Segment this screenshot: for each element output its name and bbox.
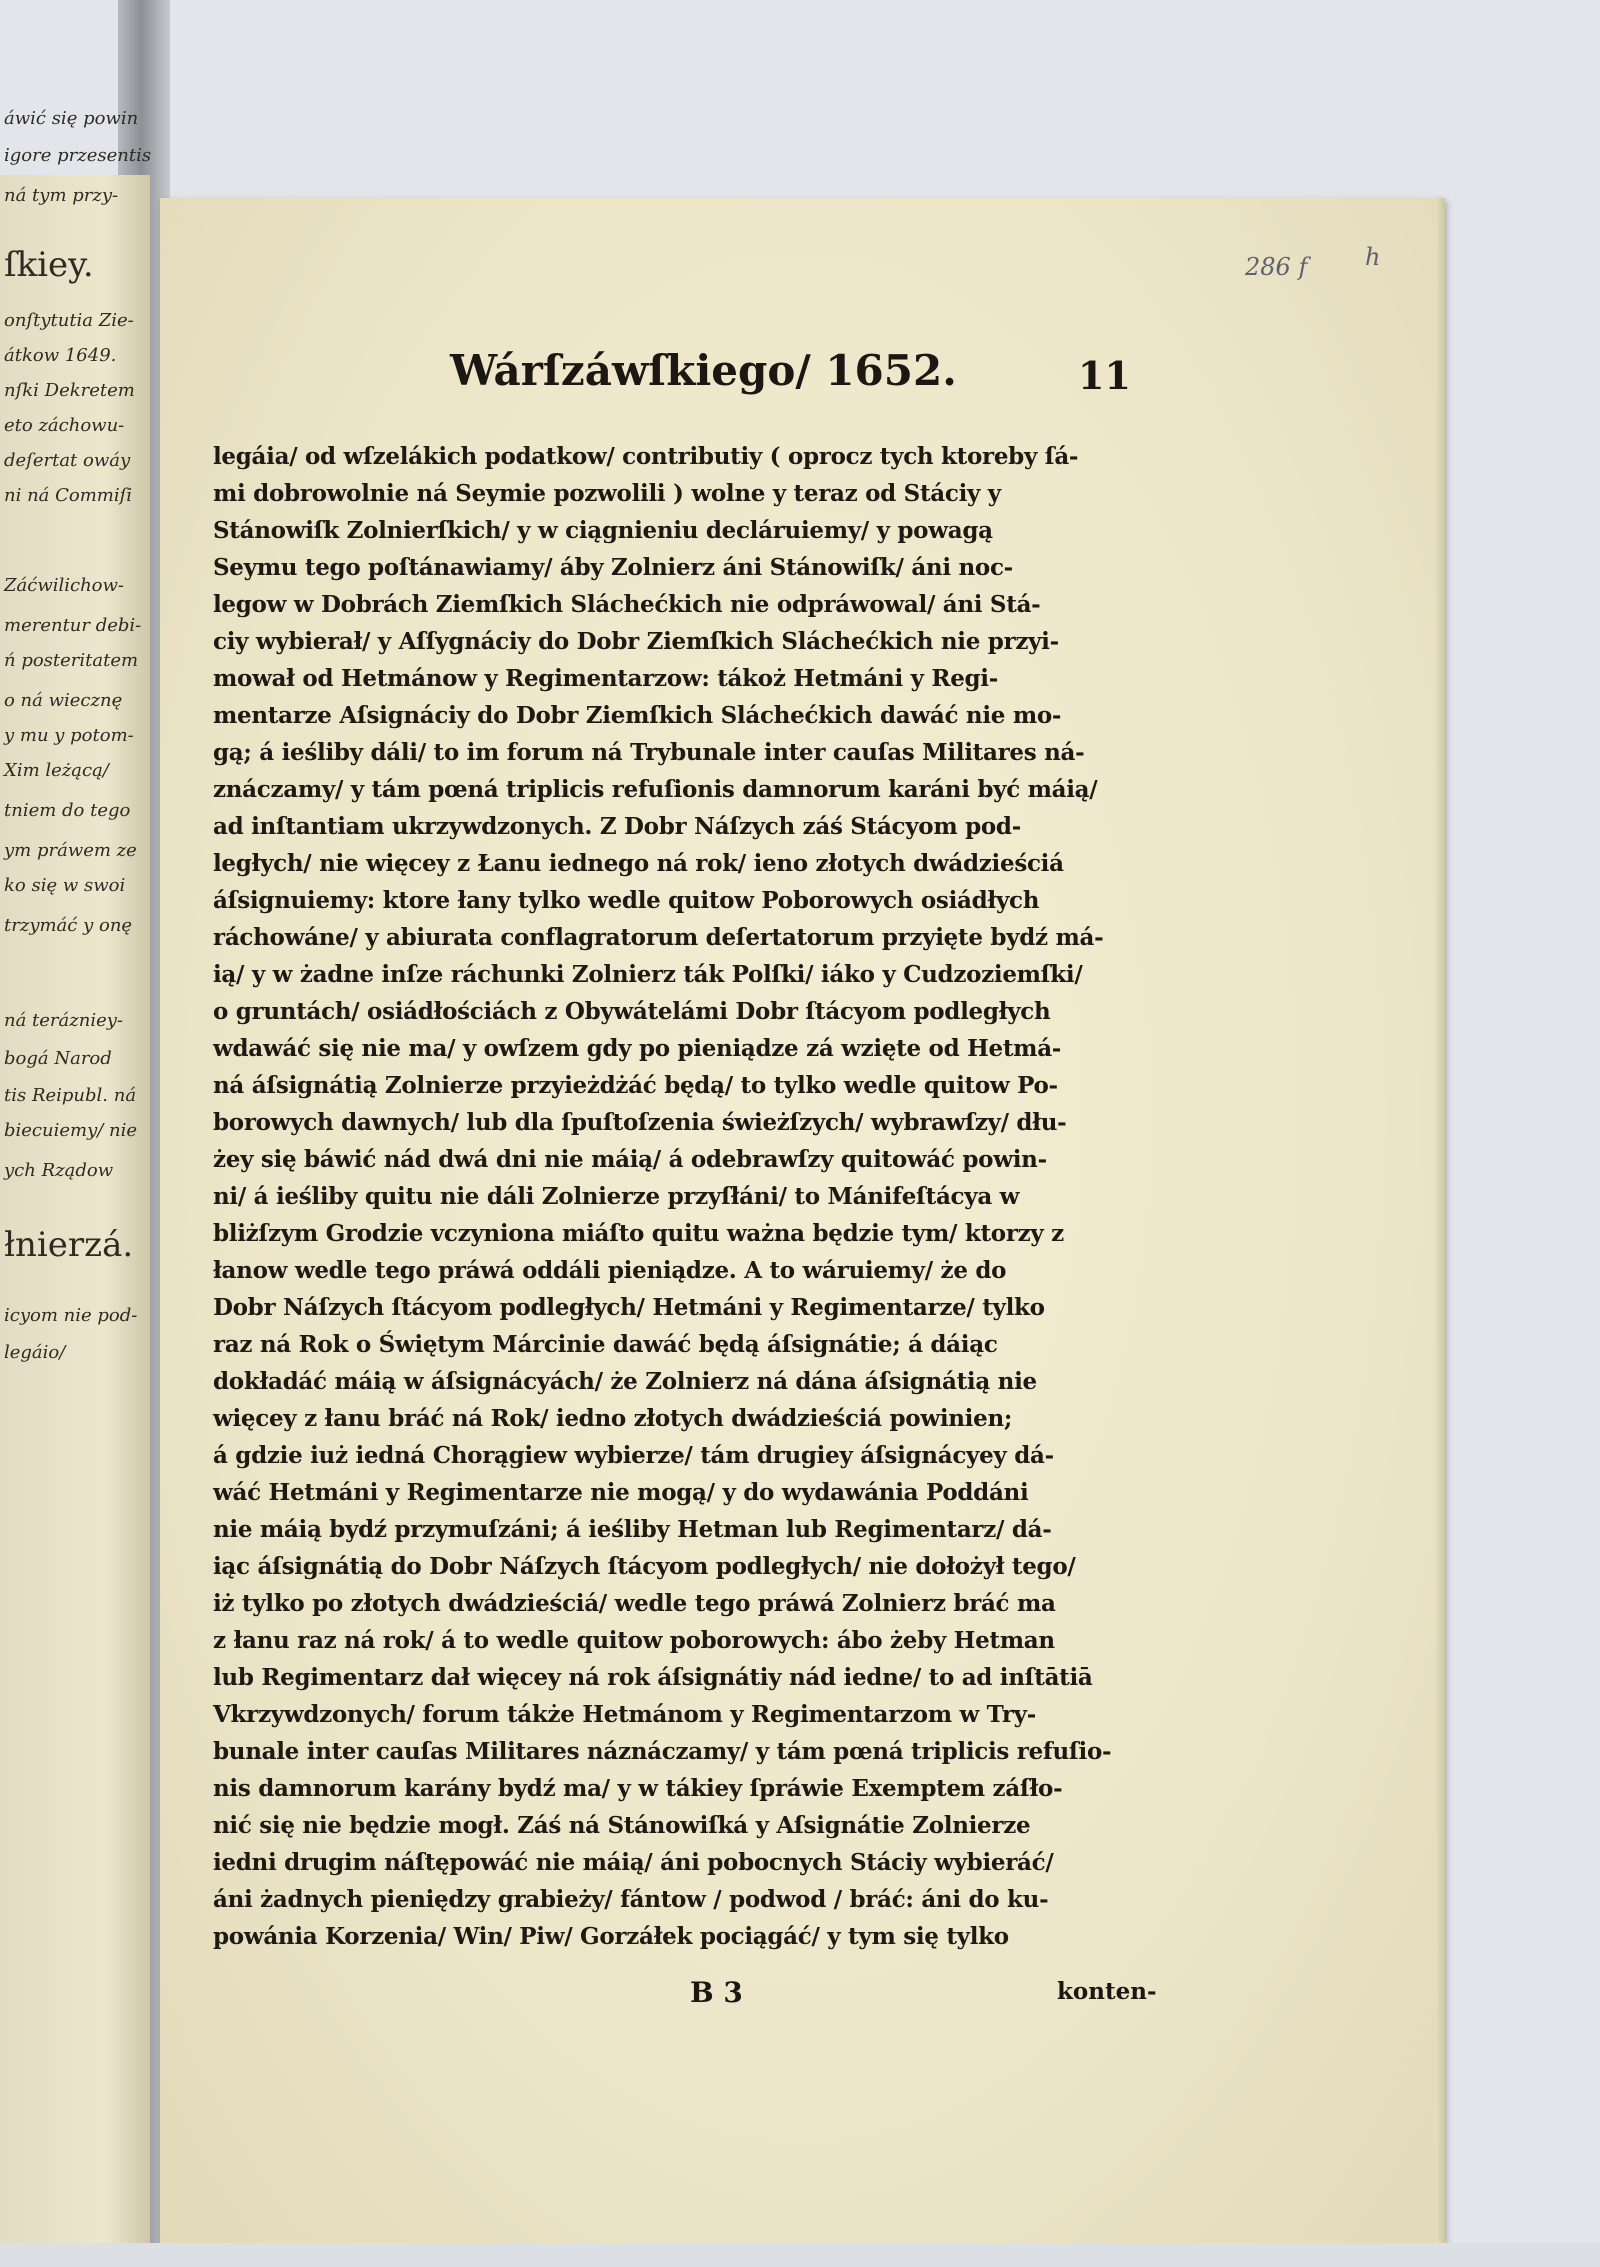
text-line: dokładáć máią w áſsignácyách/ że Zolnierz ná dána áſsignátią nie <box>213 1368 1037 1395</box>
left-page-line: biecuiemy/ nie <box>4 1120 138 1141</box>
left-page-line: Záćwilichow- <box>4 575 124 596</box>
text-line: iedni drugim náſtępowáć nie máią/ áni pobocnych Stáciy wybieráć/ <box>213 1849 1054 1876</box>
text-line: ciy wybierał/ y Aſſygnáciy do Dobr Ziemſkich Sláchećkich nie przyi- <box>213 628 1059 655</box>
text-line: Seymu tego poſtánawiamy/ áby Zolnierz áni Stánowiſk/ áni noc- <box>213 554 1013 581</box>
text-line: Dobr Náſzych ſtácyom podległych/ Hetmáni y Regimentarze/ tylko <box>213 1294 1045 1321</box>
folio-number: 11 <box>1078 353 1131 398</box>
left-page-line: ná terázniey- <box>4 1010 124 1031</box>
text-line: bliżſzym Grodzie vczyniona miáſto quitu ważna będzie tym/ ktorzy z <box>213 1220 1064 1247</box>
text-line: ná áſsignátią Zolnierze przyieżdżáć będą/ to tylko wedle quitow Po- <box>213 1072 1058 1099</box>
left-page-line: bogá Narod <box>4 1048 112 1069</box>
text-line: mi dobrowolnie ná Seymie pozwolili ) wolne y teraz od Stáciy y <box>213 480 1001 507</box>
text-line: áſsignuiemy: ktore łany tylko wedle quitow Poborowych osiádłych <box>213 887 1040 914</box>
text-line: ráchowáne/ y abiurata conflagratorum deſertatorum przyięte bydź má- <box>213 924 1104 951</box>
left-page-line: y mu y potom- <box>4 725 134 746</box>
left-page-line: łnierzá. <box>4 1225 134 1265</box>
text-line: á gdzie iuż iedná Chorągiew wybierze/ tám drugiey áſsignácyey dá- <box>213 1442 1054 1469</box>
left-page-line: eto záchowu- <box>4 415 125 436</box>
signature-mark: B 3 <box>690 1976 743 2009</box>
page-edge <box>1435 198 1445 2243</box>
left-page-line: nſki Dekretem <box>4 380 135 401</box>
left-page-line: tniem do tego <box>4 800 131 821</box>
text-line: legáia/ od wſzelákich podatkow/ contributiy ( oprocz tych ktoreby ſá- <box>213 443 1079 470</box>
pencil-annotation: 286 f <box>1245 253 1308 281</box>
text-line: powánia Korzenia/ Win/ Piw/ Gorzáłek pociągáć/ y tym się tylko <box>213 1923 1009 1950</box>
left-page-line: áwić się powin <box>4 108 139 129</box>
text-line: legow w Dobrách Ziemſkich Sláchećkich nie odpráwowal/ áni Stá- <box>213 591 1041 618</box>
left-page-line: Xim leżącą/ <box>4 760 109 781</box>
text-line: nis damnorum karány bydź ma/ y w tákiey ſpráwie Exemptem záſło- <box>213 1775 1063 1802</box>
left-facing-page <box>0 108 152 2267</box>
running-header: Wárſzáwſkiego/ 1652. <box>450 346 957 395</box>
text-line: ległych/ nie więcey z Łanu iednego ná rok/ ieno złotych dwádzieściá <box>213 850 1064 877</box>
left-page-line: icyom nie pod- <box>4 1305 138 1326</box>
left-page-line: igore przesentis <box>4 145 152 166</box>
text-line: Stánowiſk Zolnierſkich/ y w ciągnieniu decláruiemy/ y powagą <box>213 517 993 544</box>
left-page-line: ym práwem ze <box>4 840 137 861</box>
left-page-line: o ná wiecznę <box>4 690 123 711</box>
left-page-line: legáio/ <box>4 1342 66 1363</box>
text-line: ad inſtantiam ukrzywdzonych. Z Dobr Náſzych záś Stácyom pod- <box>213 813 1021 840</box>
text-line: łanow wedle tego práwá oddáli pieniądze. A to wáruiemy/ że do <box>213 1257 1007 1284</box>
text-line: mował od Hetmánow y Regimentarzow: tákoż Hetmáni y Regi- <box>213 665 998 692</box>
text-line: mentarze Aſsignáciy do Dobr Ziemſkich Sláchećkich dawáć nie mo- <box>213 702 1062 729</box>
text-line: iż tylko po złotych dwádzieściá/ wedle tego práwá Zolnierz bráć ma <box>213 1590 1056 1617</box>
text-line: o gruntách/ osiádłościách z Obywátelámi Dobr ſtácyom podległych <box>213 998 1051 1025</box>
text-line: nić się nie będzie mogł. Záś ná Stánowiſká y Aſsignátie Zolnierze <box>213 1812 1031 1839</box>
text-body <box>213 438 1203 1955</box>
left-page-line: ko się w swoi <box>4 875 126 896</box>
document-page <box>160 198 1445 2243</box>
text-line: borowych dawnych/ lub dla ſpuſtoſzenia świeżſzych/ wybrawſzy/ dłu- <box>213 1109 1067 1136</box>
text-line: więcey z łanu bráć ná Rok/ iedno złotych dwádzieściá powinien; <box>213 1405 1013 1432</box>
left-page-line: ń posteritatem <box>4 650 139 671</box>
text-line: nie máią bydź przymuſzáni; á ieśliby Hetman lub Regimentarz/ dá- <box>213 1516 1052 1543</box>
text-line: iąc áſsignátią do Dobr Náſzych ſtácyom podległych/ nie dołożył tego/ <box>213 1553 1076 1580</box>
text-line: Vkrzywdzonych/ forum tákże Hetmánom y Regimentarzom w Try- <box>213 1701 1036 1728</box>
left-page-line: átkow 1649. <box>4 345 117 366</box>
scan-background <box>0 2243 1600 2267</box>
left-page-line: ſkiey. <box>4 245 94 285</box>
text-line: bunale inter cauſas Militares náznáczamy/ y tám pœná triplicis refuſio- <box>213 1738 1112 1765</box>
left-page-line: onſtytutia Zie- <box>4 310 134 331</box>
text-line: gą; á ieśliby dáli/ to im forum ná Trybunale inter cauſas Militares ná- <box>213 739 1085 766</box>
text-line: znáczamy/ y tám pœná triplicis refuſionis damnorum karáni być máią/ <box>213 776 1098 803</box>
left-page-line: tis Reipubl. ná <box>4 1085 137 1106</box>
left-page-line: merentur debi- <box>4 615 142 636</box>
left-page-line: ych Rządow <box>4 1160 114 1181</box>
text-line: wáć Hetmáni y Regimentarze nie mogą/ y do wydawánia Poddáni <box>213 1479 1029 1506</box>
left-page-line: ni ná Commiſi <box>4 485 133 506</box>
pencil-mark: h <box>1365 243 1381 271</box>
text-line: lub Regimentarz dał więcey ná rok áſsignátiy nád iedne/ to ad inſtātiā <box>213 1664 1093 1691</box>
text-line: żey się báwić nád dwá dni nie máią/ á odebrawſzy quitowáć powin- <box>213 1146 1047 1173</box>
text-line: z łanu raz ná rok/ á to wedle quitow poborowych: ábo żeby Hetman <box>213 1627 1055 1654</box>
text-line: áni żadnych pieniędzy grabieży/ fántow / podwod / bráć: áni do ku- <box>213 1886 1049 1913</box>
text-line: wdawáć się nie ma/ y owſzem gdy po pieniądze zá wzięte od Hetmá- <box>213 1035 1062 1062</box>
catchword: konten- <box>1057 1978 1157 2005</box>
text-line: ią/ y w żadne inſze ráchunki Zolnierz ták Polſki/ iáko y Cudzoziemſki/ <box>213 961 1083 988</box>
left-page-line: trzymáć y onę <box>4 915 133 936</box>
text-line: raz ná Rok o Świętym Márcinie dawáć będą áſsignátie; á dáiąc <box>213 1331 998 1358</box>
left-page-line: deſertat owáy <box>4 450 131 471</box>
text-line: ni/ á ieśliby quitu nie dáli Zolnierze przyſłáni/ to Mánifeſtácya w <box>213 1183 1020 1210</box>
left-page-line: ná tym przy- <box>4 185 119 206</box>
